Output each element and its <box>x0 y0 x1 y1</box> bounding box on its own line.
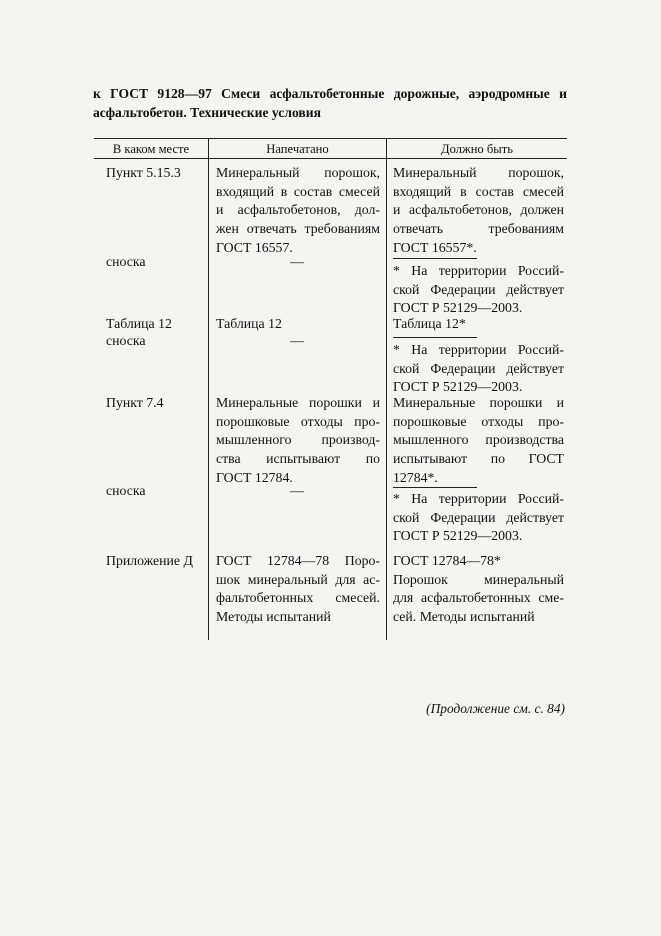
continuation-note: (Продолжение см. с. 84) <box>426 701 565 716</box>
row6-should-line: ской Федерации действует <box>393 509 564 525</box>
row5-should-line: 12784*. <box>393 469 438 485</box>
row4-should-line: * На территории Россий- <box>393 342 564 357</box>
row7-printed-line: ГОСТ 12784—78 Поро- <box>216 553 380 568</box>
row2-should-line: ГОСТ Р 52129—2003. <box>393 300 523 316</box>
row7-should-be <box>393 552 564 627</box>
row4-should-line: ской Федерации действует <box>393 360 564 376</box>
row1-place: Пункт 5.15.3 <box>106 165 181 180</box>
row1-printed-line: и асфальтобетонов, дол- <box>216 202 380 218</box>
row1-printed-line: Минеральный порошок, <box>216 165 380 180</box>
row3-printed: Таблица 12 <box>216 316 282 331</box>
row6-should-be <box>393 490 564 546</box>
row1-printed <box>216 164 380 258</box>
row5-should-line: мышленного производства <box>393 432 564 448</box>
row7-printed-line: Методы испытаний <box>216 609 331 625</box>
row5-should-be <box>393 394 564 488</box>
row7-should-line: для асфальтобетонных сме- <box>393 590 564 606</box>
row3-place: Таблица 12 <box>106 316 172 331</box>
row2-should-be <box>393 262 564 318</box>
row7-should-line: ГОСТ 12784—78* <box>393 553 501 568</box>
row7-place: Приложение Д <box>106 553 193 568</box>
row7-printed <box>216 552 380 627</box>
row1-should-line: Минеральный порошок, <box>393 165 564 180</box>
row4-footnote-rule <box>393 337 477 338</box>
row5-printed-line: ГОСТ 12784. <box>216 469 293 485</box>
table-header-rule <box>94 158 567 159</box>
row4-printed-dash: — <box>290 333 304 348</box>
row6-place: сноска <box>106 483 146 498</box>
row1-should-line: входящий в состав смесей <box>393 183 564 199</box>
document-title: к ГОСТ 9128—97 Смеси асфальтобетонные дорожные, аэродромные и асфальтобетон. Технические условия <box>93 86 567 120</box>
header-printed: Напечатано <box>266 142 329 156</box>
row5-should-line: испытывают по ГОСТ <box>393 451 564 467</box>
row7-printed-line: шок минеральный для ас- <box>216 571 380 587</box>
row4-should-line: ГОСТ Р 52129—2003. <box>393 379 523 395</box>
row5-should-line: порошковые отходы про- <box>393 413 564 429</box>
row1-should-line: отвечать требованиям <box>393 221 564 237</box>
row2-footnote-rule <box>393 258 477 259</box>
column-divider-2 <box>386 138 387 640</box>
row6-printed-dash: — <box>290 483 304 498</box>
header-should-be: Должно быть <box>440 142 513 156</box>
row1-printed-line: входящий в состав смесей <box>216 183 380 199</box>
column-divider-1 <box>208 138 209 640</box>
row1-printed-line: жен отвечать требованиям <box>216 221 380 237</box>
row2-printed-dash: — <box>290 254 304 269</box>
row1-printed-line: ГОСТ 16557. <box>216 239 293 255</box>
row5-printed-line: ства испытывают по <box>216 451 380 467</box>
row5-place: Пункт 7.4 <box>106 395 164 410</box>
row7-should-line: Порошок минеральный <box>393 571 564 587</box>
row1-should-line: ГОСТ 16557*. <box>393 239 477 255</box>
row4-should-be <box>393 341 564 397</box>
row2-should-line: * На территории Россий- <box>393 263 564 278</box>
row5-printed-line: мышленного производ- <box>216 432 380 448</box>
row1-should-be <box>393 164 564 258</box>
row4-place: сноска <box>106 333 146 348</box>
row2-should-line: ской Федерации действует <box>393 281 564 297</box>
row7-printed-line: фальтобетонных смесей. <box>216 590 380 606</box>
row6-footnote-rule <box>393 487 477 488</box>
row6-should-line: ГОСТ Р 52129—2003. <box>393 528 523 544</box>
row2-place: сноска <box>106 254 146 269</box>
row1-should-line: и асфальтобетонов, должен <box>393 202 564 218</box>
row6-should-line: * На территории Россий- <box>393 491 564 506</box>
header-place: В каком месте <box>112 142 190 156</box>
row5-should-line: Минеральные порошки и <box>393 395 564 410</box>
row5-printed-line: порошковые отходы про- <box>216 413 380 429</box>
row3-should-be: Таблица 12* <box>393 316 466 331</box>
row7-should-line: сей. Методы испытаний <box>393 609 535 625</box>
row5-printed-line: Минеральные порошки и <box>216 395 380 410</box>
table-top-rule <box>94 138 567 139</box>
row5-printed <box>216 394 380 488</box>
